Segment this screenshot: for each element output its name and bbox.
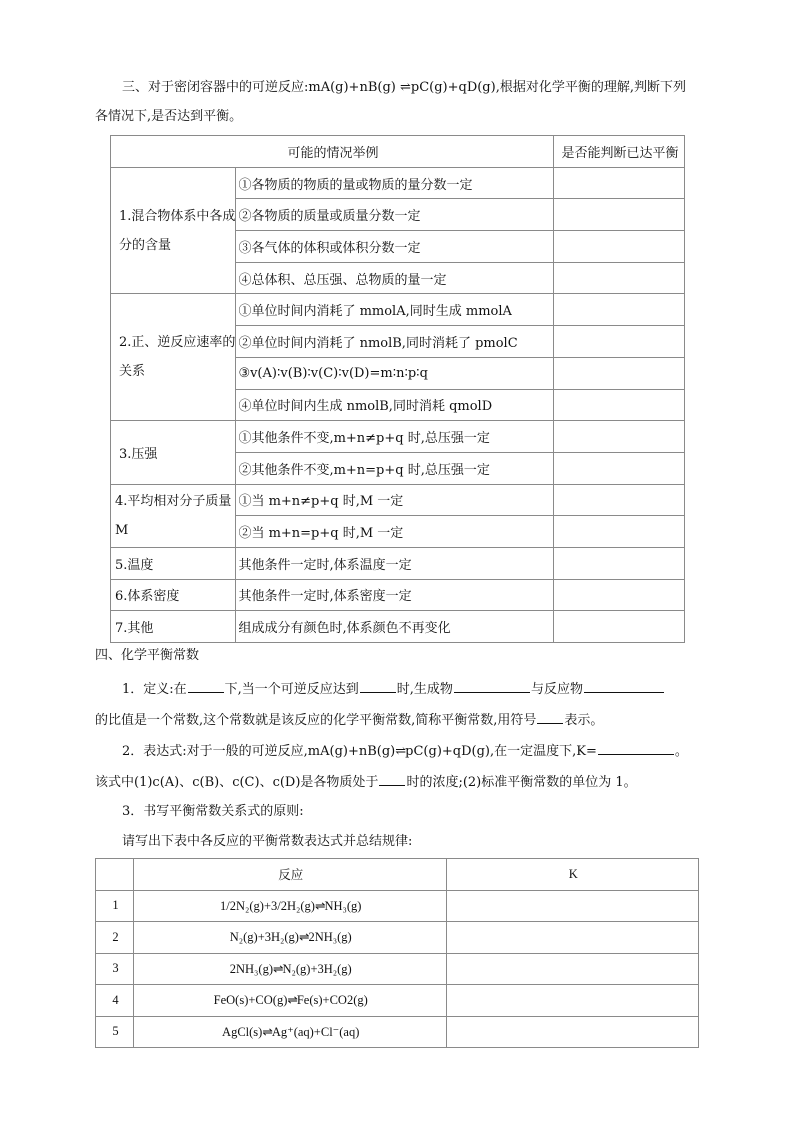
def2-text-a: 的比值是一个常数,这个常数就是该反应的化学平衡常数,简称平衡常数,用符号 (95, 713, 537, 728)
answer-cell (554, 294, 685, 326)
condition-item: ①当 m+n≠p+q 时,M 一定 (236, 484, 554, 516)
reaction-lhs: 1/2N₂(g)+3/2H₂(g) (220, 898, 315, 913)
section3-intro-line2: 各情况下,是否达到平衡。 (95, 109, 243, 124)
k-answer-cell (446, 890, 698, 922)
condition-item: ①各物质的物质的量或物质的量分数一定 (236, 167, 554, 199)
equilibrium-arrow-icon: ⇌ (314, 898, 325, 913)
condition-item: ②其他条件不变,m+n=p+q 时,总压强一定 (236, 452, 554, 484)
condition-item: ②当 m+n=p+q 时,M 一定 (236, 516, 554, 548)
row-number: 5 (96, 1016, 134, 1048)
answer-cell (554, 579, 685, 611)
answer-cell (554, 611, 685, 643)
category-cell: 1.混合物体系中各成分的含量 (111, 167, 236, 294)
answer-cell (554, 167, 685, 199)
blank-symbol (537, 711, 563, 724)
answer-cell (554, 199, 685, 231)
answer-cell (554, 547, 685, 579)
blank-k-expression (598, 742, 674, 755)
def-text-a: 1．定义:在 (122, 682, 187, 697)
category-cell: 6.体系密度 (111, 579, 236, 611)
blank-equilibrium (379, 773, 405, 786)
note-line (95, 773, 637, 791)
section3-intro-line1: 三、对于密闭容器中的可逆反应:mA(g)+nB(g) ⇌pC(g)+qD(g),根据对化学平衡的理解,判断下列 (122, 80, 686, 95)
equilibrium-constant-table (95, 858, 699, 1048)
header-example: 可能的情况举例 (111, 136, 554, 168)
answer-cell (554, 357, 685, 389)
principle-heading: 3．书写平衡常数关系式的原则: (122, 804, 304, 819)
answer-cell (554, 389, 685, 421)
expr-text-b: pC(g)+qD(g),在一定温度下,K= (405, 744, 597, 759)
category-cell: 3.压强 (111, 421, 236, 484)
condition-item: ③各气体的体积或体积分数一定 (236, 231, 554, 263)
category-cell: 7.其他 (111, 611, 236, 643)
expr-text-c: 。 (674, 744, 688, 759)
category-cell: 2.正、逆反应速率的关系 (111, 294, 236, 421)
answer-cell (554, 516, 685, 548)
reaction-cell (133, 890, 446, 922)
note-text-b: 时的浓度;(2)标准平衡常数的单位为 1。 (406, 775, 637, 790)
blank-condition (188, 680, 224, 693)
k-answer-cell (446, 922, 698, 954)
header-judge: 是否能判断已达平衡 (554, 136, 685, 168)
reaction-cell (133, 985, 446, 1017)
equilibrium-arrow-icon: ⇌ (262, 1024, 272, 1039)
answer-cell (554, 452, 685, 484)
equilibrium-judgment-table (110, 135, 685, 643)
definition-line2 (95, 711, 603, 729)
def2-text-b: 表示。 (564, 713, 604, 728)
reaction-lhs: FeO(s)+CO(g) (213, 993, 288, 1008)
def-text-c: 时,生成物 (396, 682, 453, 697)
reaction-cell (133, 953, 446, 985)
blank-reactants (584, 680, 664, 693)
answer-cell (554, 326, 685, 358)
reaction-rhs: Fe(s)+CO2(g) (296, 993, 368, 1008)
expr-text-a: 2．表达式:对于一般的可逆反应,mA(g)+nB(g) (122, 744, 396, 759)
reaction-rhs: NH₃(g) (324, 898, 362, 913)
condition-item: ④单位时间内生成 nmolB,同时消耗 qmolD (236, 389, 554, 421)
definition-line1 (122, 680, 665, 698)
reaction-lhs: AgCl(s) (222, 1024, 263, 1039)
reaction-rhs: 2NH₃(g) (308, 930, 352, 945)
condition-item: ①其他条件不变,m+n≠p+q 时,总压强一定 (236, 421, 554, 453)
equilibrium-arrow-icon: ⇌ (273, 961, 283, 976)
instruction-text: 请写出下表中各反应的平衡常数表达式并总结规律: (122, 834, 413, 849)
reaction-cell (133, 922, 446, 954)
header-no (96, 859, 134, 891)
k-answer-cell (446, 953, 698, 985)
condition-item: ②单位时间内消耗了 nmolB,同时消耗了 pmolC (236, 326, 554, 358)
header-k: K (446, 859, 698, 891)
category-cell: 5.温度 (111, 547, 236, 579)
row-number: 3 (96, 953, 134, 985)
condition-item: ②各物质的质量或质量分数一定 (236, 199, 554, 231)
row-number: 2 (96, 922, 134, 954)
condition-item: ③v(A)∶v(B)∶v(C)∶v(D)=m∶n∶p∶q (236, 357, 554, 389)
answer-cell (554, 421, 685, 453)
answer-cell (554, 262, 685, 294)
blank-state (360, 680, 396, 693)
condition-item: 组成成分有颜色时,体系颜色不再变化 (236, 611, 554, 643)
reaction-rhs: N₂(g)+3H₂(g) (282, 961, 352, 976)
category-cell: 4.平均相对分子质量 M (111, 484, 236, 547)
condition-item: 其他条件一定时,体系密度一定 (236, 579, 554, 611)
condition-item: ①单位时间内消耗了 mmolA,同时生成 mmolA (236, 294, 554, 326)
note-text-a: 该式中(1)c(A)、c(B)、c(C)、c(D)是各物质处于 (95, 775, 379, 790)
reaction-lhs: 2NH₃(g) (229, 961, 273, 976)
reaction-rhs: Ag⁺(aq)+Cl⁻(aq) (271, 1024, 360, 1039)
equilibrium-arrow-icon: ⇌ (298, 930, 309, 945)
blank-products (454, 680, 530, 693)
k-answer-cell (446, 1016, 698, 1048)
k-answer-cell (446, 985, 698, 1017)
row-number: 1 (96, 890, 134, 922)
answer-cell (554, 484, 685, 516)
equilibrium-arrow-icon: ⇌ (287, 993, 297, 1008)
row-number: 4 (96, 985, 134, 1017)
reaction-lhs: N₂(g)+3H₂(g) (229, 930, 299, 945)
section4-title: 四、化学平衡常数 (95, 648, 200, 663)
answer-cell (554, 231, 685, 263)
reaction-cell (133, 1016, 446, 1048)
condition-item: 其他条件一定时,体系温度一定 (236, 547, 554, 579)
def-text-b: 下,当一个可逆反应达到 (224, 682, 359, 697)
equilibrium-arrow-icon: ⇌ (395, 744, 406, 759)
def-text-d: 与反应物 (530, 682, 583, 697)
header-reaction: 反应 (133, 859, 446, 891)
expression-line (122, 742, 688, 760)
condition-item: ④总体积、总压强、总物质的量一定 (236, 262, 554, 294)
